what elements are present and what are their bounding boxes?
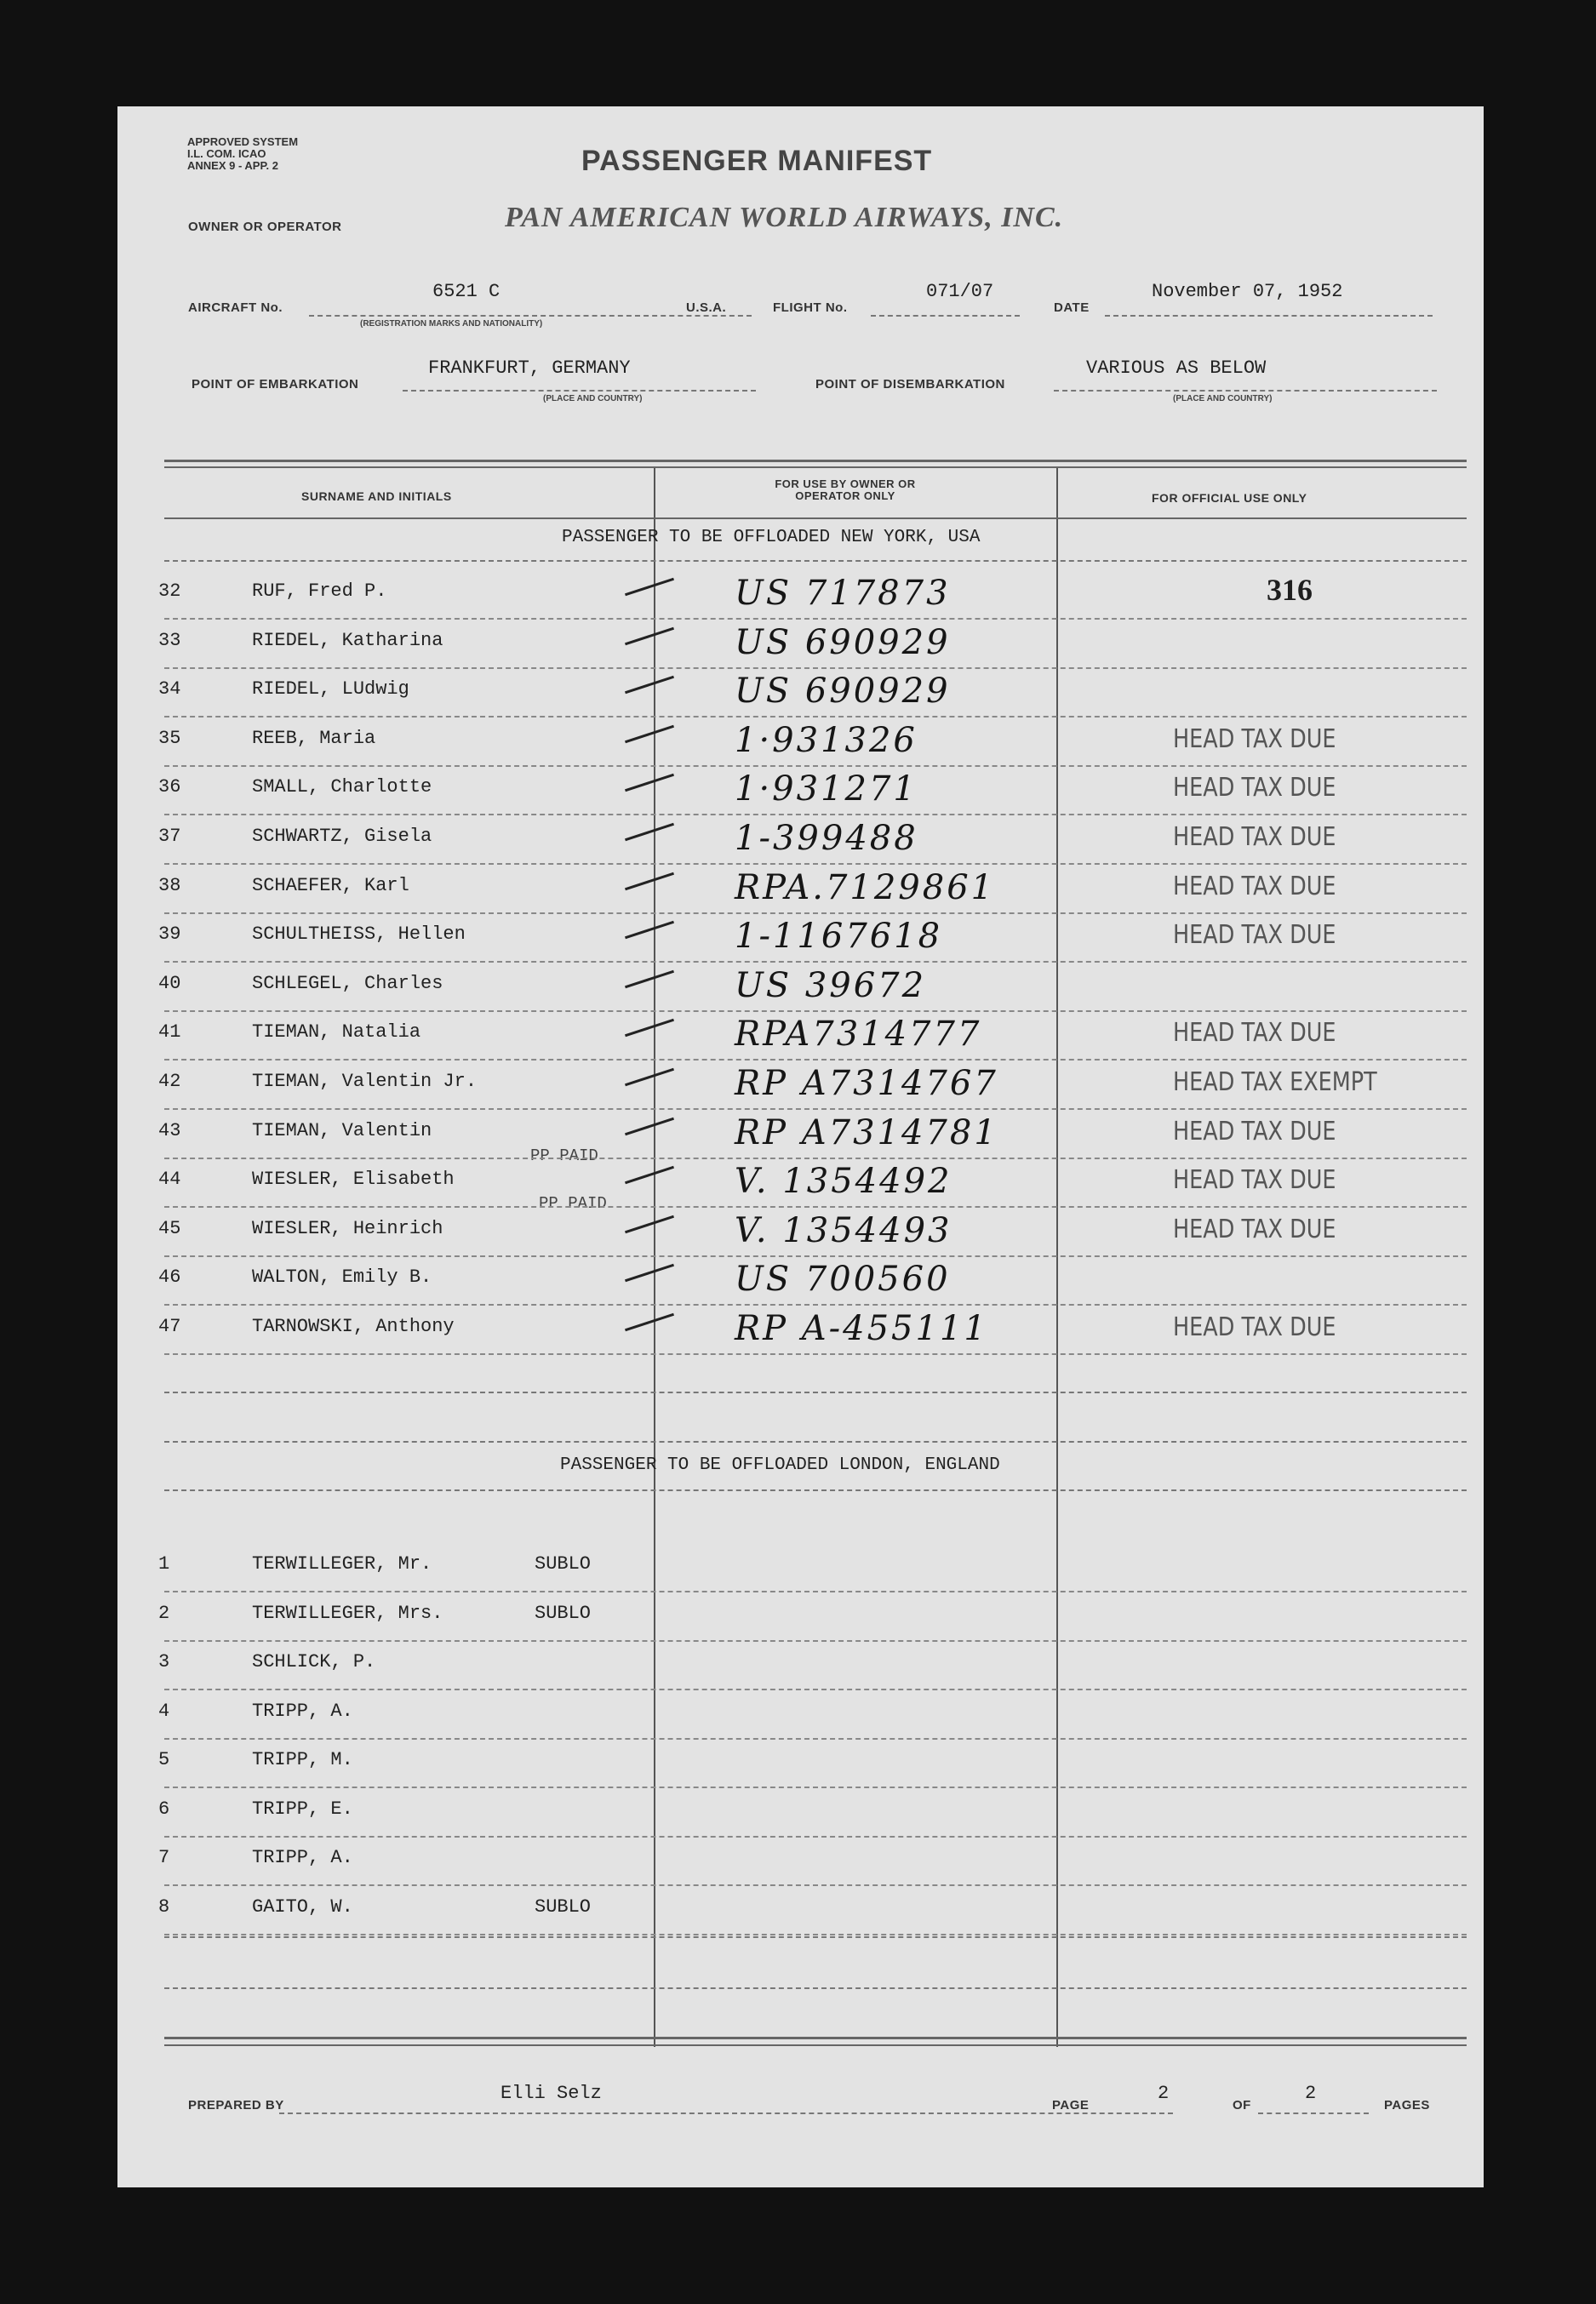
passenger-row	[117, 1061, 1484, 1110]
passenger-row	[117, 620, 1484, 669]
passport-number: V. 1354493	[735, 1210, 952, 1250]
check-mark	[625, 970, 674, 988]
passenger-number: 1	[158, 1553, 170, 1575]
page-total: 2	[1305, 2083, 1317, 2104]
passenger-row	[117, 865, 1484, 914]
passenger-number: 5	[158, 1749, 170, 1770]
page-number: 2	[1158, 2083, 1170, 2104]
pp-paid-stamp: PP PAID	[530, 1146, 598, 1165]
passenger-number: 44	[158, 1169, 181, 1191]
passenger-name: WALTON, Emily B.	[252, 1266, 432, 1289]
date-value: November 07, 1952	[1152, 281, 1343, 302]
passenger-number: 7	[158, 1847, 170, 1868]
passenger-row	[117, 1690, 1484, 1740]
check-mark	[625, 872, 674, 889]
passenger-name: TERWILLEGER, Mrs.	[252, 1602, 443, 1624]
of-label: OF	[1233, 2098, 1251, 2112]
passenger-row	[117, 1011, 1484, 1061]
manifest-title: PASSENGER MANIFEST	[581, 145, 933, 177]
head-tax-stamp: HEAD TAX EXEMPT	[1173, 1067, 1377, 1097]
head-tax-stamp: HEAD TAX DUE	[1173, 1116, 1336, 1146]
head-tax-stamp: HEAD TAX DUE	[1173, 773, 1336, 803]
passport-number: RP A-455111	[735, 1309, 988, 1348]
head-tax-stamp: HEAD TAX DUE	[1173, 920, 1336, 951]
check-mark	[625, 774, 674, 792]
passport-number: 1·931271	[735, 769, 918, 809]
passenger-name: TRIPP, M.	[252, 1749, 353, 1770]
head-tax-stamp: HEAD TAX DUE	[1173, 871, 1336, 901]
check-mark	[625, 1264, 674, 1282]
passenger-note: SUBLO	[535, 1895, 592, 1918]
passenger-row	[117, 913, 1484, 963]
embarkation-label: POINT OF EMBARKATION	[192, 377, 359, 392]
embarkation-caption: (PLACE AND COUNTRY)	[543, 394, 643, 403]
passenger-row	[117, 815, 1484, 865]
passenger-name: REEB, Maria	[252, 727, 376, 749]
passenger-row	[117, 1886, 1484, 1935]
check-mark	[625, 1019, 674, 1037]
passenger-name: TRIPP, A.	[252, 1847, 353, 1868]
passenger-name: SMALL, Charlotte	[252, 776, 432, 798]
passenger-row	[117, 1158, 1484, 1208]
check-mark	[625, 823, 674, 841]
check-mark	[625, 626, 674, 644]
aircraft-value: 6521 C	[432, 281, 501, 302]
passport-number: V. 1354492	[735, 1162, 952, 1202]
passenger-row	[117, 1110, 1484, 1159]
check-mark	[625, 725, 674, 743]
passenger-number: 47	[158, 1316, 181, 1337]
owner-label: OWNER OR OPERATOR	[188, 220, 342, 234]
passport-number: US 690929	[735, 622, 951, 662]
passport-number: RPA.7129861	[735, 867, 996, 907]
disembarkation-caption: (PLACE AND COUNTRY)	[1173, 394, 1273, 403]
passenger-number: 39	[158, 923, 181, 946]
passenger-name: WIESLER, Heinrich	[252, 1217, 443, 1239]
passport-number: RPA7314777	[735, 1015, 982, 1055]
pages-label: PAGES	[1384, 2098, 1430, 2112]
col-official: FOR OFFICIAL USE ONLY	[1152, 491, 1307, 505]
passenger-name: GAITO, W.	[252, 1895, 353, 1918]
passenger-row	[117, 1256, 1484, 1306]
passenger-number: 38	[158, 874, 181, 896]
passenger-number: 33	[158, 629, 181, 651]
head-tax-stamp: HEAD TAX DUE	[1173, 1165, 1336, 1196]
passenger-number: 43	[158, 1119, 181, 1141]
check-mark	[625, 1313, 674, 1331]
passenger-row	[117, 1543, 1484, 1592]
passenger-number: 45	[158, 1217, 181, 1239]
head-tax-stamp: HEAD TAX DUE	[1173, 723, 1336, 754]
passenger-row	[117, 668, 1484, 717]
passenger-number: 8	[158, 1895, 170, 1918]
disembarkation-value: VARIOUS AS BELOW	[1086, 357, 1267, 379]
passenger-row	[117, 1837, 1484, 1886]
passenger-name: TRIPP, A.	[252, 1700, 353, 1722]
passenger-name: RIEDEL, Katharina	[252, 629, 443, 651]
passenger-number: 6	[158, 1798, 170, 1820]
passport-number: 1-1167618	[735, 917, 943, 957]
check-mark	[625, 1215, 674, 1233]
date-label: DATE	[1054, 300, 1090, 315]
passenger-name: SCHAEFER, Karl	[252, 874, 409, 896]
airline-name: PAN AMERICAN WORLD AIRWAYS, INC.	[505, 202, 1064, 233]
flight-label: FLIGHT No.	[773, 300, 848, 315]
manifest-sheet	[117, 106, 1484, 2187]
prepared-by: Elli Selz	[501, 2083, 602, 2104]
passenger-row	[117, 1739, 1484, 1788]
passenger-number: 32	[158, 580, 181, 602]
passenger-number: 46	[158, 1266, 181, 1289]
check-mark	[625, 578, 674, 596]
head-tax-stamp: HEAD TAX DUE	[1173, 1018, 1336, 1049]
passenger-name: TIEMAN, Natalia	[252, 1021, 421, 1043]
aircraft-label: AIRCRAFT No.	[188, 300, 283, 315]
section-new-york: PASSENGER TO BE OFFLOADED NEW YORK, USA	[562, 528, 981, 547]
check-mark	[625, 1068, 674, 1086]
passport-number: US 39672	[735, 965, 927, 1005]
passenger-name: SCHLICK, P.	[252, 1651, 376, 1672]
passenger-row	[117, 717, 1484, 767]
col-owner-use: FOR USE BY OWNER OR OPERATOR ONLY	[775, 477, 916, 502]
prepared-label: PREPARED BY	[188, 2098, 284, 2112]
flight-value: 071/07	[926, 281, 994, 302]
passenger-row	[117, 1208, 1484, 1257]
passenger-row	[117, 570, 1484, 620]
passenger-name: SCHULTHEISS, Hellen	[252, 923, 466, 946]
passport-number: US 690929	[735, 672, 951, 712]
passport-number: US 717873	[735, 574, 951, 613]
passenger-number: 36	[158, 776, 181, 798]
passenger-name: SCHWARTZ, Gisela	[252, 826, 432, 847]
passenger-row	[117, 1306, 1484, 1355]
passenger-name: RUF, Fred P.	[252, 580, 387, 602]
head-tax-stamp: HEAD TAX DUE	[1173, 822, 1336, 852]
passenger-number: 2	[158, 1602, 170, 1624]
check-mark	[625, 676, 674, 694]
passenger-name: RIEDEL, LUdwig	[252, 678, 409, 700]
passenger-number: 34	[158, 678, 181, 700]
check-mark	[625, 1166, 674, 1184]
passenger-note: SUBLO	[535, 1553, 592, 1575]
disembarkation-label: POINT OF DISEMBARKATION	[815, 377, 1005, 392]
embarkation-value: FRANKFURT, GERMANY	[428, 357, 631, 379]
passport-number: RP A7314781	[735, 1112, 998, 1152]
check-mark	[625, 921, 674, 939]
passport-number: US 700560	[735, 1260, 951, 1300]
passenger-name: TIEMAN, Valentin	[252, 1119, 432, 1141]
passenger-number: 42	[158, 1071, 181, 1092]
passenger-name: SCHLEGEL, Charles	[252, 972, 443, 994]
passenger-number: 3	[158, 1651, 170, 1672]
head-tax-stamp: HEAD TAX DUE	[1173, 1214, 1336, 1244]
passenger-name: TARNOWSKI, Anthony	[252, 1316, 455, 1337]
page-label: PAGE	[1052, 2098, 1090, 2112]
passport-number: 1-399488	[735, 819, 918, 858]
check-mark	[625, 1117, 674, 1135]
passport-number: RP A7314767	[735, 1064, 998, 1103]
section-london: PASSENGER TO BE OFFLOADED LONDON, ENGLAND	[560, 1455, 1000, 1475]
passenger-note: SUBLO	[535, 1602, 592, 1624]
passenger-number: 4	[158, 1700, 170, 1722]
passenger-row	[117, 766, 1484, 815]
approval-note: APPROVED SYSTEM I.L. COM. ICAO ANNEX 9 - APP. 2	[187, 135, 299, 172]
official-number: 316	[1267, 573, 1313, 607]
passenger-row	[117, 1641, 1484, 1690]
passenger-row	[117, 963, 1484, 1012]
passenger-number: 37	[158, 826, 181, 847]
passenger-number: 40	[158, 972, 181, 994]
passenger-name: TERWILLEGER, Mr.	[252, 1553, 432, 1575]
passenger-name: TIEMAN, Valentin Jr.	[252, 1071, 478, 1092]
passport-number: 1·931326	[735, 720, 918, 760]
passenger-number: 35	[158, 727, 181, 749]
passenger-name: TRIPP, E.	[252, 1798, 353, 1820]
passenger-row	[117, 1788, 1484, 1838]
aircraft-caption: (REGISTRATION MARKS AND NATIONALITY)	[360, 319, 543, 329]
col-surname: SURNAME AND INITIALS	[301, 489, 452, 503]
passenger-row	[117, 1592, 1484, 1642]
pp-paid-stamp: PP PAID	[539, 1194, 607, 1213]
nationality: U.S.A.	[686, 300, 727, 315]
passenger-number: 41	[158, 1021, 181, 1043]
head-tax-stamp: HEAD TAX DUE	[1173, 1312, 1336, 1342]
passenger-name: WIESLER, Elisabeth	[252, 1169, 455, 1191]
